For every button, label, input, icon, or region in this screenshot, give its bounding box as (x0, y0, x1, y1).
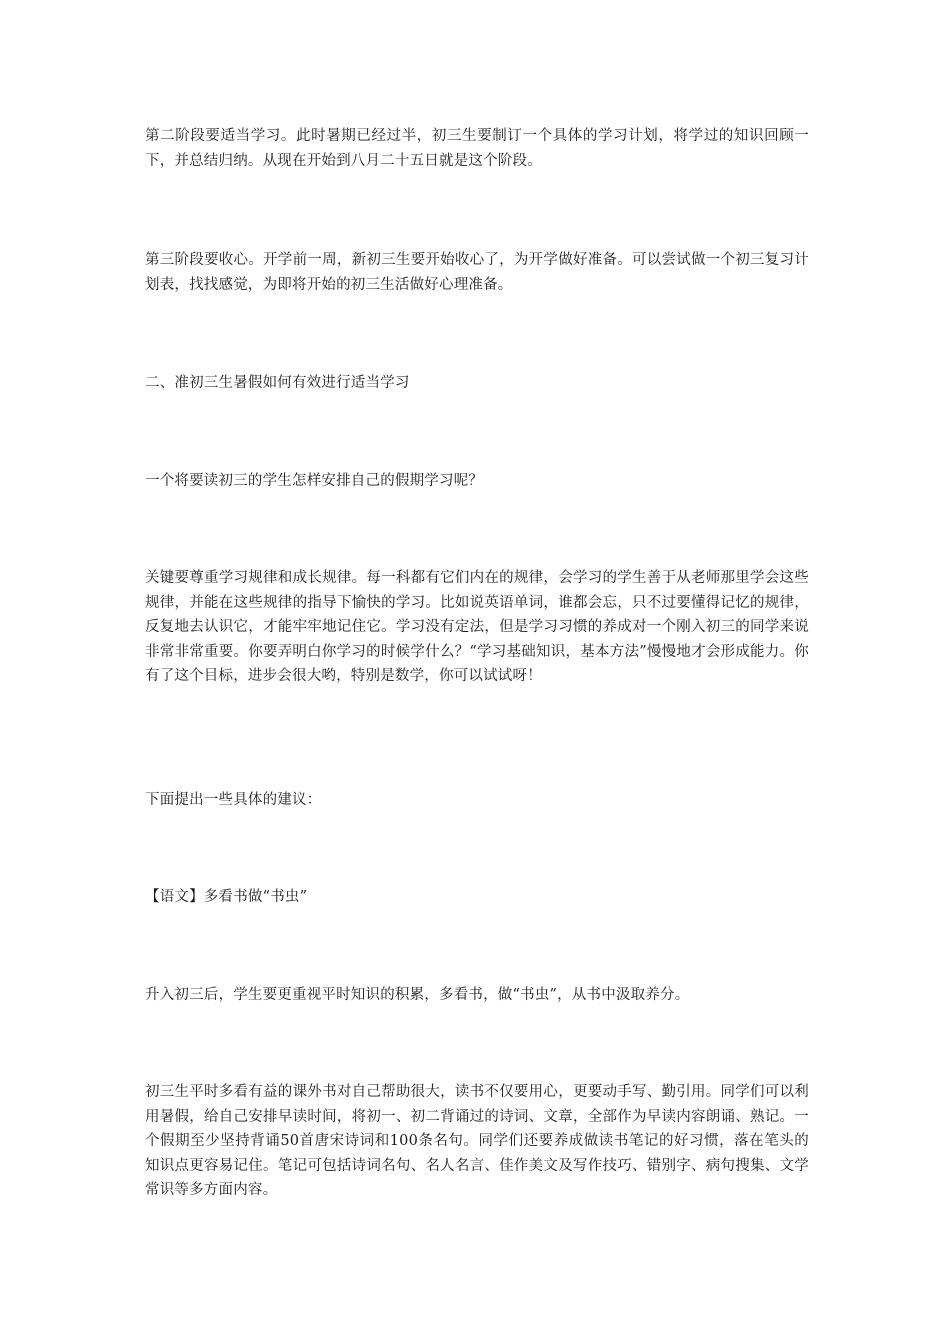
paragraph-stage-two: 第二阶段要适当学习。此时暑期已经过半，初三生要制订一个具体的学习计划，将学过的知识回顾一下，并总结归纳。从现在开始到八月二十五日就是这个阶段。 (145, 128, 809, 169)
paragraph-learning-rules: 关键要尊重学习规律和成长规律。每一科都有它们内在的规律，会学习的学生善于从老师那里学会这些规律，并能在这些规律的指导下愉快的学习。比如说英语单词，谁都会忘，只不过要懂得记忆的规律，反复地去认识它，才能牢牢地记住它。学习没有定法，但是学习习惯的养成对一个刚入初三的同学来说非常非常重要。你要弄明白你学习的时候学什么？“学习基础知识，基本方法”慢慢地才会形成能力。你有了这个目标，进步会很大哟，特别是数学，你可以试试呀！ (145, 570, 809, 684)
paragraph-suggestions-intro: 下面提出一些具体的建议： (145, 792, 322, 808)
paragraph-stage-three: 第三阶段要收心。开学前一周，新初三生要开始收心了，为开学做好准备。可以尝试做一个初三复习计划表，找找感觉，为即将开始的初三生活做好心理准备。 (145, 252, 809, 293)
paragraph-question: 一个将要读初三的学生怎样安排自己的假期学习呢？ (145, 473, 484, 489)
paragraph-reading-notes: 初三生平时多看有益的课外书对自己帮助很大，读书不仅要用心，更要动手写、勤引用。同学们可以利用暑假，给自己安排早读时间，将初一、初二背诵过的诗词、文章，全部作为早读内容朗诵、熟记。一个假期至少坚持背诵50首唐宋诗词和100条名句。同学们还要养成做读书笔记的好习惯，落在笔头的知识点更容易记住。笔记可包括诗词名句、名人名言、佳作美文及写作技巧、错别字、病句搜集、文学常识等多方面内容。 (145, 1084, 809, 1198)
section-heading-two: 二、准初三生暑假如何有效进行适当学习 (145, 375, 410, 391)
paragraph-accumulation: 升入初三后，学生要更重视平时知识的积累，多看书，做“书虫”，从书中汲取养分。 (145, 987, 690, 1003)
subheading-chinese: 【语文】多看书做“书虫” (145, 889, 308, 905)
